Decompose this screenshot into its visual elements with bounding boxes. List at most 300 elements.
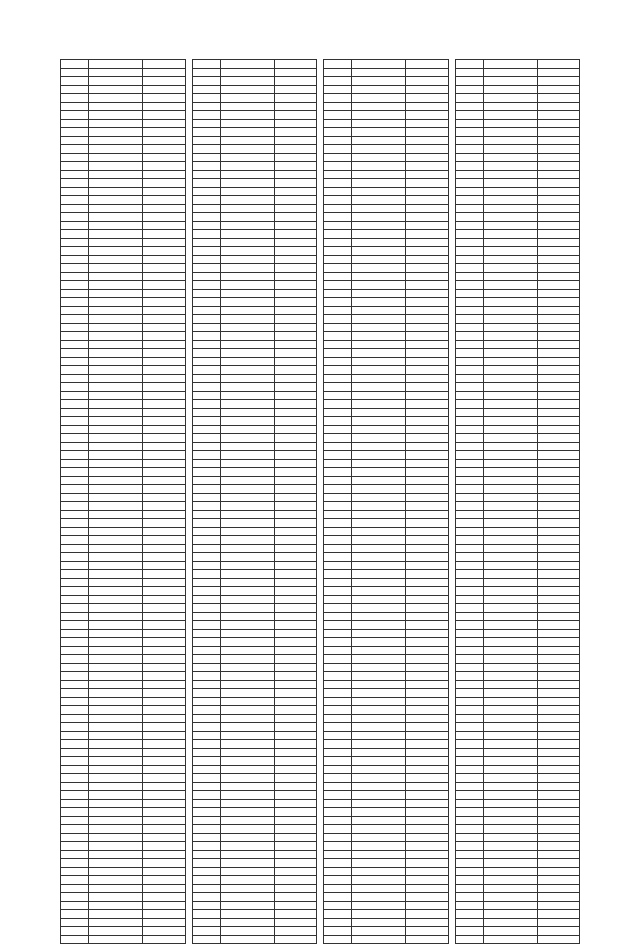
cell-amount [406,918,448,927]
cell-no [324,230,352,239]
cell-no [61,85,89,94]
cell-amount [143,825,185,834]
cell-code [352,850,406,859]
cell-amount [537,238,579,247]
cell-amount [537,400,579,409]
cell-no [324,748,352,757]
table-row [324,264,449,273]
table-row [61,612,186,621]
cell-code [352,204,406,213]
table-row [192,859,317,868]
cell-code [220,391,274,400]
cell-amount [406,85,448,94]
cell-amount [274,357,316,366]
table-row [61,77,186,86]
cell-code [220,859,274,868]
cell-no [192,578,220,587]
table-row [324,876,449,885]
table-row [324,544,449,553]
table-row [324,646,449,655]
cell-amount [406,595,448,604]
cell-no [61,629,89,638]
cell-no [455,901,483,910]
table-row [61,663,186,672]
cell-amount [406,485,448,494]
table-row [324,196,449,205]
cell-no [324,162,352,171]
table-row [61,680,186,689]
table-row [455,196,580,205]
cell-no [61,799,89,808]
cell-code [483,136,537,145]
cell-amount [274,315,316,324]
table-row [455,629,580,638]
cell-code [89,757,143,766]
cell-code [352,230,406,239]
table-row [324,765,449,774]
cell-no [192,757,220,766]
table-row [61,748,186,757]
cell-no [192,425,220,434]
cell-no [324,893,352,902]
table-row [61,910,186,919]
table-row [192,408,317,417]
table-row [455,162,580,171]
table-row [61,281,186,290]
cell-code [89,425,143,434]
cell-code [352,935,406,944]
cell-no [324,102,352,111]
cell-code [483,417,537,426]
table-row [455,646,580,655]
table-row [455,859,580,868]
cell-no [455,621,483,630]
cell-no [61,850,89,859]
cell-code [220,306,274,315]
table-row [324,587,449,596]
table-row [192,366,317,375]
cell-amount [406,94,448,103]
table-row [455,910,580,919]
cell-no [455,68,483,77]
cell-no [61,102,89,111]
cell-no [192,493,220,502]
cell-no [455,94,483,103]
table-row [324,595,449,604]
table-row [61,349,186,358]
cell-amount [406,527,448,536]
cell-code [352,655,406,664]
cell-amount [143,417,185,426]
cell-code [89,867,143,876]
cell-no [192,221,220,230]
table-row [324,349,449,358]
cell-code [89,680,143,689]
cell-code [89,196,143,205]
cell-amount [143,519,185,528]
table-row [455,655,580,664]
table-row [192,876,317,885]
cell-code [483,349,537,358]
cell-no [455,391,483,400]
cell-code [352,859,406,868]
cell-no [192,799,220,808]
cell-code [220,85,274,94]
cell-amount [537,765,579,774]
cell-no [61,357,89,366]
cell-code [483,808,537,817]
cell-code [483,281,537,290]
cell-no [192,672,220,681]
cell-code [89,442,143,451]
cell-amount [274,570,316,579]
cell-code [352,153,406,162]
cell-amount [406,587,448,596]
cell-no [192,502,220,511]
cell-code [220,383,274,392]
cell-code [89,247,143,256]
cell-no [324,859,352,868]
cell-code [352,77,406,86]
table-row [455,485,580,494]
table-row [455,374,580,383]
cell-code [483,213,537,222]
cell-amount [537,884,579,893]
cell-no [455,927,483,936]
table-row [324,799,449,808]
cell-no [324,774,352,783]
cell-amount [143,85,185,94]
cell-no [324,340,352,349]
table-row [455,901,580,910]
cell-code [220,425,274,434]
cell-amount [274,714,316,723]
cell-amount [406,697,448,706]
cell-no [192,714,220,723]
cell-code [89,255,143,264]
cell-amount [143,281,185,290]
cell-code [220,927,274,936]
table-row [324,417,449,426]
cell-no [324,357,352,366]
cell-code [352,332,406,341]
cell-no [192,434,220,443]
cell-amount [406,740,448,749]
table-row [324,740,449,749]
table-row [455,740,580,749]
table-row [455,255,580,264]
cell-amount [143,434,185,443]
cell-code [89,740,143,749]
cell-no [324,459,352,468]
cell-code [352,825,406,834]
table-row [324,357,449,366]
cell-no [61,910,89,919]
cell-code [483,774,537,783]
table-row [324,298,449,307]
cell-no [192,238,220,247]
table-row [324,774,449,783]
cell-code [89,153,143,162]
table-row [455,816,580,825]
table-row [455,128,580,137]
cell-amount [143,689,185,698]
cell-no [61,587,89,596]
cell-code [352,425,406,434]
cell-amount [274,706,316,715]
cell-amount [537,315,579,324]
cell-no [455,697,483,706]
table-row [61,655,186,664]
cell-code [352,281,406,290]
table-row [455,561,580,570]
table-row [192,425,317,434]
table-row [192,570,317,579]
table-row [61,425,186,434]
cell-no [324,561,352,570]
table-row [61,765,186,774]
cell-amount [406,561,448,570]
cell-no [455,850,483,859]
table-row [324,111,449,120]
cell-no [455,706,483,715]
cell-amount [274,757,316,766]
cell-no [324,213,352,222]
cell-code [220,893,274,902]
cell-code [89,162,143,171]
table-row [192,119,317,128]
table-row [324,340,449,349]
cell-code [220,876,274,885]
cell-no [324,527,352,536]
table-row [324,247,449,256]
cell-no [192,910,220,919]
cell-code [89,587,143,596]
cell-no [324,391,352,400]
table-row [455,612,580,621]
cell-no [324,672,352,681]
table-row [455,536,580,545]
cell-no [324,374,352,383]
table-row [61,629,186,638]
cell-amount [274,655,316,664]
cell-code [352,408,406,417]
cell-amount [537,646,579,655]
cell-no [192,230,220,239]
cell-amount [143,510,185,519]
cell-no [455,544,483,553]
cell-amount [406,204,448,213]
cell-code [220,476,274,485]
cell-no [192,68,220,77]
table-row [455,595,580,604]
cell-code [89,799,143,808]
table-row [61,272,186,281]
cell-code [352,782,406,791]
cell-amount [406,935,448,944]
cell-code [352,884,406,893]
table-row [455,680,580,689]
table-row [324,255,449,264]
cell-no [192,204,220,213]
table-row [192,264,317,273]
cell-code [483,935,537,944]
cell-code [89,68,143,77]
cell-code [352,340,406,349]
table-row [61,442,186,451]
cell-no [61,272,89,281]
cell-amount [274,587,316,596]
table-row [192,935,317,944]
cell-no [192,289,220,298]
cell-amount [274,689,316,698]
cell-amount [537,306,579,315]
table-row [455,850,580,859]
cell-amount [143,153,185,162]
cell-no [324,400,352,409]
cell-amount [143,910,185,919]
table-row [192,893,317,902]
table-row [61,740,186,749]
table-row [455,153,580,162]
cell-code [483,323,537,332]
cell-no [324,765,352,774]
cell-amount [143,476,185,485]
cell-amount [537,876,579,885]
cell-code [352,306,406,315]
table-row [324,459,449,468]
cell-amount [274,527,316,536]
cell-amount [274,893,316,902]
table-row [61,595,186,604]
cell-amount [406,748,448,757]
cell-amount [274,340,316,349]
cell-no [455,85,483,94]
cell-code [483,230,537,239]
cell-amount [274,247,316,256]
cell-no [455,349,483,358]
cell-no [455,502,483,511]
cell-code [483,655,537,664]
table-row [192,765,317,774]
cell-no [455,298,483,307]
cell-amount [274,349,316,358]
table-row [61,468,186,477]
cell-code [352,799,406,808]
cell-amount [274,85,316,94]
table-row [61,170,186,179]
table-row [61,85,186,94]
cell-code [352,400,406,409]
cell-no [192,442,220,451]
cell-no [192,340,220,349]
cell-no [192,893,220,902]
table-row [61,238,186,247]
table-row [324,672,449,681]
cell-code [483,493,537,502]
cell-no [61,340,89,349]
cell-no [192,417,220,426]
table-row [324,842,449,851]
cell-amount [537,595,579,604]
cell-code [352,442,406,451]
cell-code [89,774,143,783]
cell-amount [143,128,185,137]
cell-no [324,111,352,120]
cell-code [352,774,406,783]
cell-no [455,417,483,426]
cell-amount [274,604,316,613]
cell-no [324,204,352,213]
cell-amount [537,145,579,154]
table-row [192,68,317,77]
table-row [455,748,580,757]
cell-amount [406,366,448,375]
cell-amount [143,221,185,230]
table-row [61,816,186,825]
cell-amount [274,918,316,927]
cell-amount [143,468,185,477]
cell-code [220,102,274,111]
cell-amount [537,170,579,179]
cell-amount [406,102,448,111]
table-row [455,298,580,307]
table-row [455,187,580,196]
cell-code [483,391,537,400]
cell-amount [537,825,579,834]
cell-no [455,629,483,638]
table-row [192,927,317,936]
cell-no [61,383,89,392]
cell-amount [274,697,316,706]
table-row [455,383,580,392]
table-row [61,94,186,103]
cell-amount [274,774,316,783]
cell-code [220,281,274,290]
cell-code [483,68,537,77]
cell-amount [537,859,579,868]
cell-code [483,527,537,536]
table-row [192,230,317,239]
cell-code [483,757,537,766]
cell-no [324,714,352,723]
cell-code [89,646,143,655]
cell-code [89,893,143,902]
cell-code [483,731,537,740]
table-row [61,510,186,519]
table-row [192,349,317,358]
cell-code [89,451,143,460]
cell-code [352,502,406,511]
cell-code [89,672,143,681]
ledger-table [192,59,318,944]
cell-no [324,621,352,630]
cell-code [220,221,274,230]
cell-code [220,60,274,69]
cell-amount [406,442,448,451]
table-row [192,672,317,681]
cell-code [483,561,537,570]
cell-amount [143,655,185,664]
cell-amount [274,765,316,774]
cell-no [455,366,483,375]
cell-no [192,119,220,128]
table-row [455,145,580,154]
cell-no [192,323,220,332]
cell-amount [406,230,448,239]
cell-amount [143,816,185,825]
cell-amount [274,629,316,638]
